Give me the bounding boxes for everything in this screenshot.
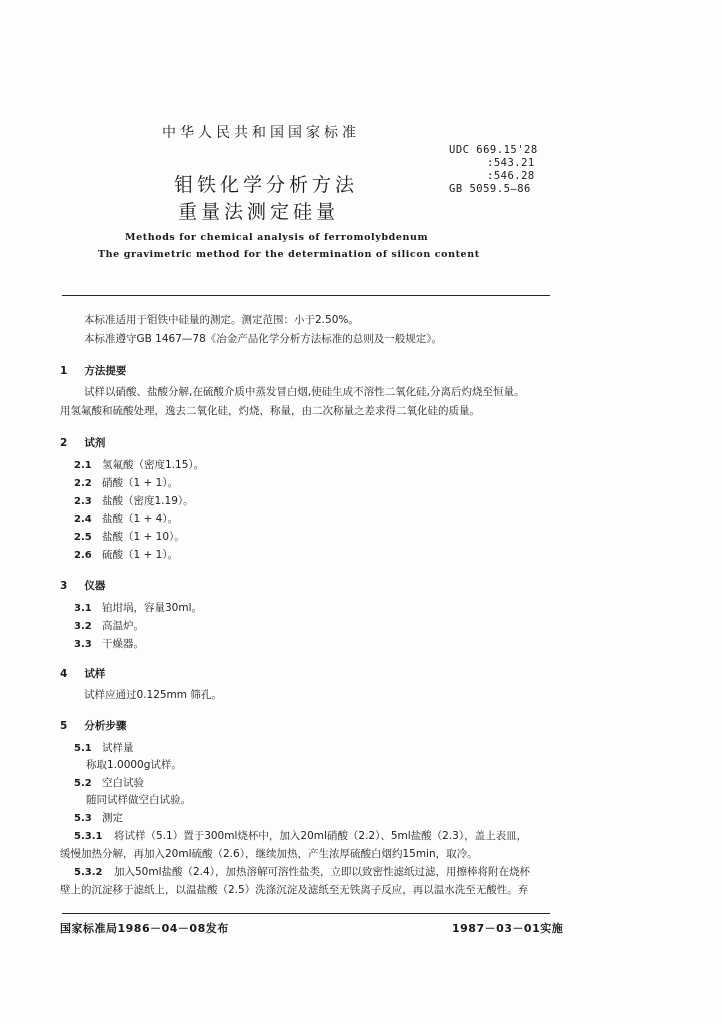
header-divider [62, 295, 550, 296]
item-number: 2.5 [74, 532, 92, 543]
item-text: 将试样（5.1）置于300ml烧杯中，加入20ml硝酸（2.2）、5ml盐酸（2.3），盖上表皿， [114, 830, 528, 842]
section-1-text-line-2: 用氢氟酸和硫酸处理，逸去二氧化硅，灼烧，称量，由二次称量之差求得二氧化硅的质量。 [60, 405, 480, 417]
subsection-5-1-heading [74, 740, 134, 755]
section-title: 方法提要 [84, 365, 127, 377]
reagent-item [74, 547, 178, 562]
document-title-line-1: 钼铁化学分析方法 [174, 174, 359, 196]
subsection-5-2-text: 随同试样做空白试验。 [86, 794, 191, 806]
subsection-title: 试样量 [102, 742, 134, 754]
item-number: 5.1 [74, 743, 92, 754]
subsection-5-1-text: 称取1.0000g试样。 [86, 759, 182, 771]
section-number: 4 [60, 668, 68, 680]
subsection-5-3-heading [74, 810, 123, 825]
section-title: 试样 [84, 668, 106, 680]
item-number: 5.2 [74, 778, 92, 789]
section-title: 分析步骤 [84, 720, 127, 732]
subsection-title: 测定 [102, 812, 123, 824]
item-text: 盐酸（1 + 4）。 [102, 513, 179, 525]
apparatus-item [74, 600, 202, 615]
reagent-item [74, 475, 178, 490]
item-text: 高温炉。 [102, 620, 144, 632]
subsection-title: 空白试验 [102, 777, 144, 789]
item-number: 3.3 [74, 639, 92, 650]
section-4-heading [60, 662, 105, 681]
item-text: 加入50ml盐酸（2.4），加热溶解可溶性盐类，立即以致密性滤纸过滤，用擦棒将附在烧杯 [114, 866, 530, 878]
item-number: 2.2 [74, 478, 92, 489]
section-number: 5 [60, 720, 68, 732]
section-4-text: 试样应通过0.125mm 筛孔。 [84, 689, 222, 701]
section-number: 2 [60, 437, 68, 449]
item-text: 氢氟酸（密度1.15）。 [102, 459, 205, 471]
reagent-item [74, 529, 185, 544]
subsection-5-3-2-line-2: 壁上的沉淀移于滤纸上，以温盐酸（2.5）洗涤沉淀及滤纸至无铁离子反应，再以温水洗至无酸性。弃 [60, 884, 529, 896]
item-text: 硝酸（1 + 1）。 [102, 477, 179, 489]
item-number: 2.4 [74, 514, 92, 525]
apparatus-item [74, 636, 144, 651]
section-number: 1 [60, 365, 68, 377]
intro-scope: 本标准适用于钼铁中硅量的测定。测定范围：小于2.50%。 [84, 314, 359, 326]
intro-compliance: 本标准遵守GB 1467—78《冶金产品化学分析方法标准的总则及一般规定》。 [84, 333, 443, 345]
item-number: 3.2 [74, 621, 92, 632]
reagent-item [74, 493, 194, 508]
english-title-line-2: The gravimetric method for the determination of silicon content [98, 249, 480, 260]
item-number: 5.3.2 [74, 867, 103, 878]
section-title: 仪器 [84, 580, 106, 592]
subsection-5-3-1-line-1 [74, 828, 527, 843]
item-text: 干燥器。 [102, 638, 144, 650]
reagent-item [74, 511, 178, 526]
section-5-heading [60, 714, 126, 733]
item-text: 硫酸（1 + 1）。 [102, 549, 179, 561]
section-1-text-line-1: 试样以硝酸、盐酸分解,在硫酸介质中蒸发冒白烟,使硅生成不溶性二氧化硅,分离后灼烧至恒量。 [84, 386, 525, 398]
section-title: 试剂 [84, 437, 106, 449]
apparatus-item [74, 618, 144, 633]
national-standard-header: 中华人民共和国国家标准 [162, 125, 360, 141]
item-number: 3.1 [74, 603, 92, 614]
item-number: 5.3 [74, 813, 92, 824]
item-number: 2.6 [74, 550, 92, 561]
reagent-item [74, 457, 204, 472]
section-number: 3 [60, 580, 68, 592]
udc-line-2: :543.21 [487, 157, 535, 169]
section-2-heading [60, 431, 105, 450]
item-text: 盐酸（1 + 10）。 [102, 531, 185, 543]
udc-block [449, 144, 538, 196]
subsection-5-3-2-line-1 [74, 864, 530, 879]
issue-date: 国家标准局1986－04－08发布 [60, 922, 229, 935]
subsection-5-2-heading [74, 775, 144, 790]
document-title-line-2: 重量法测定硅量 [178, 201, 340, 223]
udc-line-1: UDC 669.15'28 [449, 144, 538, 156]
udc-line-3: :546.28 [487, 170, 535, 182]
english-title-line-1: Methods for chemical analysis of ferromolybdenum [125, 232, 429, 243]
item-text: 盐酸（密度1.19）。 [102, 495, 194, 507]
footer-divider [62, 913, 550, 914]
item-number: 5.3.1 [74, 831, 103, 842]
item-number: 2.3 [74, 496, 92, 507]
item-number: 2.1 [74, 460, 92, 471]
section-3-heading [60, 574, 105, 593]
item-text: 铂坩埚，容量30ml。 [102, 602, 203, 614]
subsection-5-3-1-line-2: 缓慢加热分解，再加入20ml硫酸（2.6），继续加热，产生浓厚硫酸白烟约15min，取冷。 [60, 848, 478, 860]
section-1-heading [60, 359, 126, 378]
effective-date: 1987－03－01实施 [452, 922, 564, 935]
gb-number: GB 5059.5—86 [449, 183, 531, 195]
